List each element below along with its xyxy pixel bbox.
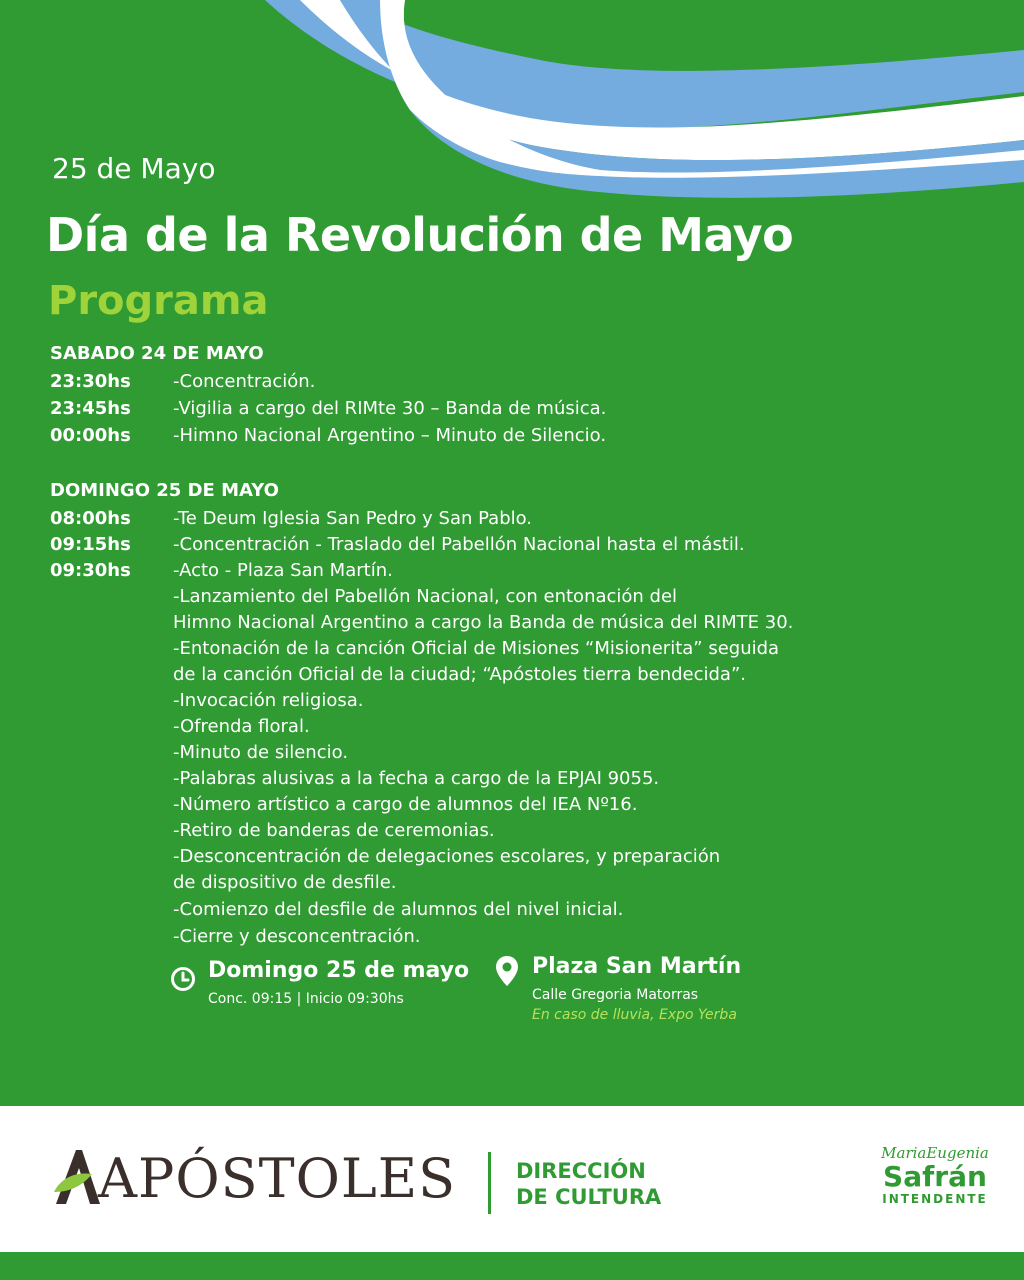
program-item: -Retiro de banderas de ceremonias.: [173, 820, 495, 841]
signature-script: MariaEugenia: [881, 1144, 989, 1162]
program-item: -Cierre y desconcentración.: [173, 926, 421, 947]
event-where-address: Calle Gregoria Matorras: [532, 987, 699, 1003]
event-date: 25 de Mayo: [52, 152, 216, 185]
schedule-time: 09:30hs: [50, 560, 131, 581]
program-item: -Minuto de silencio.: [173, 742, 349, 763]
schedule-row: [50, 398, 606, 419]
program-item: de dispositivo de desfile.: [173, 872, 397, 893]
schedule-time: 23:45hs: [50, 398, 131, 419]
sunday-heading: DOMINGO 25 DE MAYO: [50, 480, 279, 501]
schedule-text: -Te Deum Iglesia San Pedro y San Pablo.: [173, 508, 533, 529]
program-item: -Número artístico a cargo de alumnos del IEA Nº16.: [173, 794, 638, 815]
schedule-row: [50, 371, 315, 392]
schedule-row: [50, 534, 745, 555]
apostoles-logo-leaf-icon: [52, 1148, 102, 1204]
department-name: [516, 1158, 661, 1210]
event-where: [532, 954, 741, 1023]
program-item: -Palabras alusivas a la fecha a cargo de la EPJAI 9055.: [173, 768, 660, 789]
schedule-text: -Vigilia a cargo del RIMte 30 – Banda de música.: [173, 398, 607, 419]
schedule-text: -Concentración.: [173, 371, 316, 392]
event-where-title: Plaza San Martín: [532, 954, 742, 979]
department-line-1: DIRECCIÓN: [516, 1159, 646, 1183]
program-subtitle: Programa: [48, 278, 269, 324]
schedule-row: [50, 425, 606, 446]
schedule-time: 08:00hs: [50, 508, 131, 529]
program-item: de la canción Oficial de la ciudad; “Apóstoles tierra bendecida”.: [173, 664, 747, 685]
program-item: -Entonación de la canción Oficial de Misiones “Misionerita” seguida: [173, 638, 780, 659]
program-item: Himno Nacional Argentino a cargo la Banda de música del RIMTE 30.: [173, 612, 794, 633]
schedule-row: [50, 560, 393, 581]
apostoles-logo: APÓSTOLES: [98, 1147, 457, 1210]
schedule-row: [50, 508, 532, 529]
event-rain-note: En caso de lluvia, Expo Yerba: [532, 1007, 737, 1023]
signature-role: INTENDENTE: [882, 1192, 988, 1206]
schedule-time: 09:15hs: [50, 534, 131, 555]
department-line-2: DE CULTURA: [516, 1185, 662, 1209]
program-item: -Desconcentración de delegaciones escolares, y preparación: [173, 846, 721, 867]
page-title: Día de la Revolución de Mayo: [46, 208, 794, 262]
schedule-text: -Himno Nacional Argentino – Minuto de Silencio.: [173, 425, 607, 446]
signature-name: Safrán: [883, 1160, 987, 1193]
intendente-signature: [860, 1144, 1010, 1206]
program-item: -Invocación religiosa.: [173, 690, 364, 711]
event-when-detail: Conc. 09:15 | Inicio 09:30hs: [208, 991, 404, 1007]
event-when-title: Domingo 25 de mayo: [208, 958, 470, 983]
saturday-heading: SABADO 24 DE MAYO: [50, 343, 264, 364]
program-item: -Ofrenda floral.: [173, 716, 310, 737]
footer-divider: [488, 1152, 491, 1214]
location-pin-icon: [494, 955, 520, 987]
schedule-time: 23:30hs: [50, 371, 131, 392]
event-when: [208, 958, 469, 1007]
clock-icon: [170, 966, 196, 992]
schedule-text: -Concentración - Traslado del Pabellón Nacional hasta el mástil.: [173, 534, 745, 555]
program-item: -Lanzamiento del Pabellón Nacional, con entonación del: [173, 586, 678, 607]
schedule-time: 00:00hs: [50, 425, 131, 446]
schedule-text: -Acto - Plaza San Martín.: [173, 560, 393, 581]
bottom-strip: [0, 1252, 1024, 1280]
program-item: -Comienzo del desfile de alumnos del nivel inicial.: [173, 899, 624, 920]
